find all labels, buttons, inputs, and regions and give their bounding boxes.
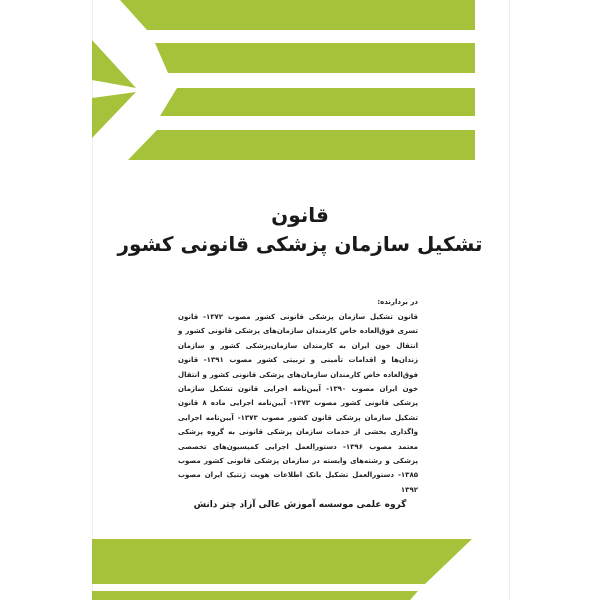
bottom-band-2 <box>92 591 418 600</box>
book-title-line-1: قانون <box>271 203 329 227</box>
contents-block <box>178 297 418 497</box>
top-stripe-2 <box>155 43 475 73</box>
bottom-band-1 <box>92 539 472 584</box>
arrow-upper <box>92 40 136 88</box>
book-title-line-2: تشکیل سازمان پزشکی قانونی کشور <box>117 232 483 256</box>
contents-text: قانون تشکیل سازمان پزشکی قانونی کشور مصوب ۱۳۷۲- قانون تسری فوق‌العاده خاص کارمندان سازمان‌های پزشکی قانونی کشور و انتقال خون ایران به کارمندان سازمان‌پزشکی کشور و سازمان زندان‌ها و اقدامات تأمینی و تربیتی کشور مصوب ۱۳۹۱- قانون فوق‌العاده خاص کارمندان سازمان‌های پزشکی قانونی کشور و انتقال خون ایران مصوب ۱۳۹۰- آیین‌نامه اجرایی قانون تشکیل سازمان پزشکی قانونی کشور مصوب ۱۳۷۳- آیین‌نامه اجرایی ماده ۸ قانون تشکیل سازمان پزشکی قانون کشور مصوب ۱۳۷۳- آیین‌نامه اجرایی واگذاری بخشی از خدمات سازمان پزشکی قانونی به گروه پزشکی معتمد مصوب ۱۳۹۶- دستورالعمل اجرایی کمیسیون‌های تخصصی پزشکی و رشته‌های وابسته در سازمان پزشکی قانونی کشور مصوب ۱۳۸۵- دستورالعمل تشکیل بانک اطلاعات هویت ژنتیک ایران مصوب ۱۳۹۲ <box>178 313 418 494</box>
top-stripe-4 <box>128 130 475 160</box>
top-stripe-1 <box>120 0 475 30</box>
publisher-name: گروه علمی موسسه آموزش عالی آزاد چتر دانش <box>193 500 407 510</box>
arrow-lower <box>92 92 136 138</box>
top-stripe-3 <box>160 88 475 116</box>
contents-label: در بردارنده: <box>377 298 418 306</box>
